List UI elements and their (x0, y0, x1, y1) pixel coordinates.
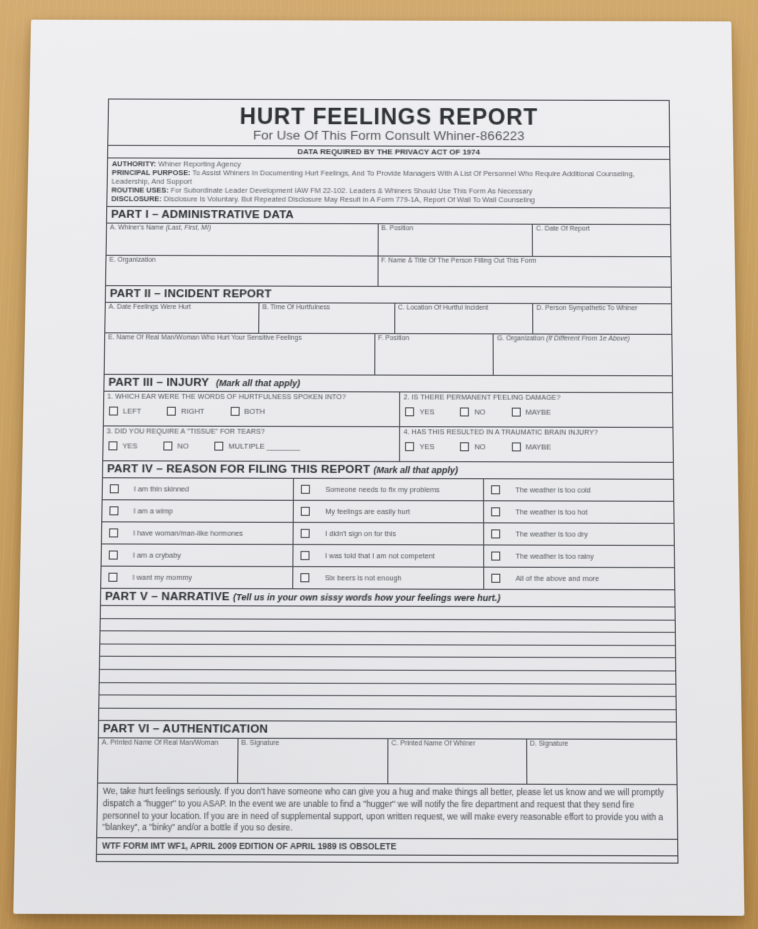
checkbox-q2-no[interactable] (460, 407, 469, 416)
reason-label: I have woman/man-like hormones (133, 528, 244, 538)
part4-header: PART IV – REASON FOR FILING THIS REPORT (Mark all that apply) (103, 460, 673, 478)
reason-item (483, 545, 674, 567)
checkbox-q4-yes[interactable] (405, 442, 414, 451)
question-text: 3. DID YOU REQUIRE A "TISSUE" FOR TEARS? (106, 428, 265, 436)
question-text: 1. WHICH EAR WERE THE WORDS OF HURTFULNESS SPOKEN INTO? (107, 393, 346, 402)
reason-label: I want my mommy (132, 572, 193, 582)
checkbox-reason-r3c3[interactable] (491, 529, 500, 538)
reason-item (293, 545, 484, 567)
reason-label: I am a crybaby (132, 550, 181, 560)
field-position[interactable] (377, 224, 532, 256)
checkbox-q1-right[interactable] (167, 406, 176, 415)
reason-label: All of the above and more (515, 573, 600, 584)
reason-label: The weather is too dry (515, 529, 588, 539)
reason-item (483, 479, 673, 501)
checkbox-reason-r4c1[interactable] (109, 551, 118, 560)
field-label: C. Printed Name Of Whiner (391, 740, 476, 748)
privacy-disclosure: DISCLOSURE: Disclosure Is Voluntary. But Repeated Disclosure May Result In A Form 779-1A, Report Of Wall To Wall Counseling (111, 194, 535, 205)
option-label: MULTIPLE ________ (228, 441, 301, 451)
field-person-sympathetic[interactable] (533, 304, 672, 334)
reason-item (483, 568, 674, 590)
reason-label: My feelings are easily hurt (325, 506, 411, 517)
part5-note: (Tell us in your own sissy words how your feelings were hurt.) (233, 592, 501, 604)
field-label: F. Name & Title Of The Person Filling Out This Form (381, 257, 537, 265)
reason-item (293, 479, 483, 501)
option-label: LEFT (122, 406, 142, 416)
field-printed-name-whiner[interactable] (387, 739, 526, 784)
field-label: C. Location Of Hurtful Incident (397, 304, 489, 312)
checkbox-q4-no[interactable] (460, 442, 469, 451)
reason-label: The weather is too cold (515, 485, 591, 495)
checkbox-reason-r3c1[interactable] (109, 528, 118, 537)
field-label: B. Signature (241, 740, 280, 748)
part6-header: PART VI – AUTHENTICATION (99, 720, 676, 739)
field-label: D. Person Sympathetic To Whiner (536, 304, 638, 313)
checkbox-reason-r5c1[interactable] (108, 573, 117, 582)
option-label: YES (419, 441, 435, 451)
checkbox-reason-r2c2[interactable] (301, 507, 310, 516)
checkbox-reason-r5c2[interactable] (301, 573, 310, 582)
question-text: 2. IS THERE PERMANENT FEELING DAMAGE? (403, 394, 561, 402)
question-which-ear (104, 392, 400, 427)
form-number: WTF FORM IMT WF1, APRIL 2009 EDITION OF APRIL 1989 IS OBSOLETE (97, 837, 677, 856)
field-label: B. Time Of Hurtfulness (262, 304, 331, 312)
checkbox-reason-r1c3[interactable] (491, 485, 500, 494)
reason-item (483, 523, 674, 545)
reason-label: I am thin skinned (133, 484, 190, 494)
part2-header: PART II – INCIDENT REPORT (106, 285, 671, 303)
option-label: NO (474, 407, 486, 416)
reason-item (101, 567, 293, 589)
option-label: BOTH (244, 406, 266, 416)
reason-label: I am a wimp (133, 506, 173, 516)
field-label: C. Date Of Report (536, 225, 590, 233)
field-offender-position[interactable] (374, 334, 493, 375)
field-person-filling-form[interactable] (377, 256, 671, 286)
option-label: NO (177, 441, 189, 451)
field-name-of-real-man-woman[interactable] (105, 333, 375, 374)
checkbox-reason-r3c2[interactable] (301, 529, 310, 538)
field-label: B. Position (381, 225, 414, 233)
checkbox-q2-maybe[interactable] (511, 407, 520, 416)
checkbox-reason-r2c1[interactable] (109, 506, 118, 515)
privacy-authority: AUTHORITY: Whiner Reporting Agency (111, 159, 241, 169)
checkbox-reason-r1c1[interactable] (110, 484, 119, 493)
part3-note: (Mark all that apply) (215, 378, 301, 389)
hurt-feelings-form (96, 99, 679, 864)
field-offender-organization[interactable] (493, 334, 672, 375)
narrative-area (99, 605, 676, 722)
reason-item (102, 500, 293, 522)
reason-item (102, 522, 293, 544)
field-label: D. Signature (529, 740, 569, 749)
part4-note: (Mark all that apply) (373, 464, 459, 476)
reason-label: The weather is too hot (515, 507, 588, 517)
field-whiner-name[interactable] (107, 224, 378, 256)
reason-label: Someone needs to fix my problems (325, 484, 440, 495)
reason-label: The weather is too rainy (515, 551, 594, 561)
checkbox-q4-maybe[interactable] (512, 442, 521, 451)
option-label: RIGHT (181, 406, 205, 416)
footer-note: We, take hurt feelings seriously. If you don't have someone who can give you a hug and make things all better, please let us know and we will promptly dispatch a "hugger" to you ASAP. In the event we are unable to find a "hugger" we will notify the fire department and request that they send fire personnel to your location. If you are in need of supplemental support, upon written request, we will make every reasonable effort to provide you with a "blankey", a "binky" and/or a bottle if you so desire. (97, 783, 677, 839)
option-label: MAYBE (525, 407, 552, 417)
checkbox-reason-r2c3[interactable] (491, 507, 500, 516)
option-label: YES (122, 440, 138, 450)
field-signature-whiner[interactable] (526, 740, 677, 785)
form-header (108, 99, 669, 146)
field-date-feelings-hurt[interactable] (105, 303, 258, 333)
field-date-of-report[interactable] (532, 225, 670, 257)
reason-item (293, 523, 483, 545)
privacy-act-block (107, 157, 670, 207)
privacy-principal-purpose: PRINCIPAL PURPOSE: To Assist Whiners In Documenting Hurt Feelings, And To Provide Managers With A List Of Personnel Who Require Additional Counseling, Leadership, And Support (111, 168, 635, 186)
option-label: NO (474, 441, 486, 451)
checkbox-reason-r4c3[interactable] (491, 552, 500, 561)
privacy-act-caption: DATA REQUIRED BY THE PRIVACY ACT OF 1974 (108, 145, 669, 159)
part1-header: PART I – ADMINISTRATIVE DATA (107, 206, 670, 224)
question-text: 4. HAS THIS RESULTED IN A TRAUMATIC BRAIN INJURY? (403, 429, 598, 437)
reason-item (483, 501, 673, 523)
question-brain-injury (399, 427, 672, 462)
checkbox-reason-r5c3[interactable] (491, 574, 500, 583)
option-label: YES (419, 406, 435, 416)
checkbox-q1-left[interactable] (109, 406, 118, 415)
reason-label: I didn't sign on for this (325, 528, 397, 539)
checkbox-reason-r1c2[interactable] (301, 485, 310, 494)
checkbox-q3-multiple[interactable] (215, 441, 224, 450)
checkbox-reason-r4c2[interactable] (301, 551, 310, 560)
field-label: A. Whiner's Name (Last, First, MI) (109, 224, 211, 232)
checkbox-q2-yes[interactable] (405, 407, 414, 416)
field-label: E. Name Of Real Man/Woman Who Hurt Your Sensitive Feelings (108, 334, 302, 342)
reason-item (293, 567, 484, 589)
part5-header: PART V – NARRATIVE (Tell us in your own sissy words how your feelings were hurt.) (101, 588, 675, 607)
question-tissue (103, 426, 399, 461)
privacy-routine-uses: ROUTINE USES: For Subordinate Leader Development IAW FM 22-102. Leaders & Whiners Should Use This Form As Necessary (111, 185, 533, 196)
field-signature-real-man-woman[interactable] (237, 739, 387, 784)
reason-item (103, 478, 294, 500)
form-bottom-margin (97, 855, 678, 863)
reason-label: Six beers is not enough (324, 573, 402, 583)
field-label: F. Position (378, 335, 410, 343)
checkbox-q3-no[interactable] (163, 441, 172, 450)
reason-item (293, 501, 483, 523)
reason-label: I was told that I am not competent (324, 551, 435, 561)
reason-item (102, 544, 293, 566)
field-time-of-hurtfulness[interactable] (258, 303, 394, 333)
part3-header: PART III – INJURY (Mark all that apply) (104, 374, 672, 392)
field-label: A. Printed Name Of Real Man/Woman (101, 739, 219, 748)
paper-sheet (13, 20, 744, 916)
question-permanent-damage (399, 392, 672, 426)
form-subtitle: For Use Of This Form Consult Whiner-866223 (253, 127, 525, 144)
field-location-of-incident[interactable] (394, 304, 533, 334)
form-title: HURT FEELINGS REPORT (239, 103, 538, 130)
field-label: G. Organization (If Different From 1e Above) (497, 335, 630, 343)
option-label: MAYBE (525, 441, 552, 451)
field-label: A. Date Feelings Were Hurt (108, 303, 192, 311)
field-organization[interactable] (106, 256, 377, 286)
checkbox-q1-both[interactable] (230, 406, 239, 415)
checkbox-q3-yes[interactable] (108, 441, 117, 450)
field-label: E. Organization (109, 256, 156, 264)
field-printed-name-real-man-woman[interactable] (98, 739, 237, 784)
